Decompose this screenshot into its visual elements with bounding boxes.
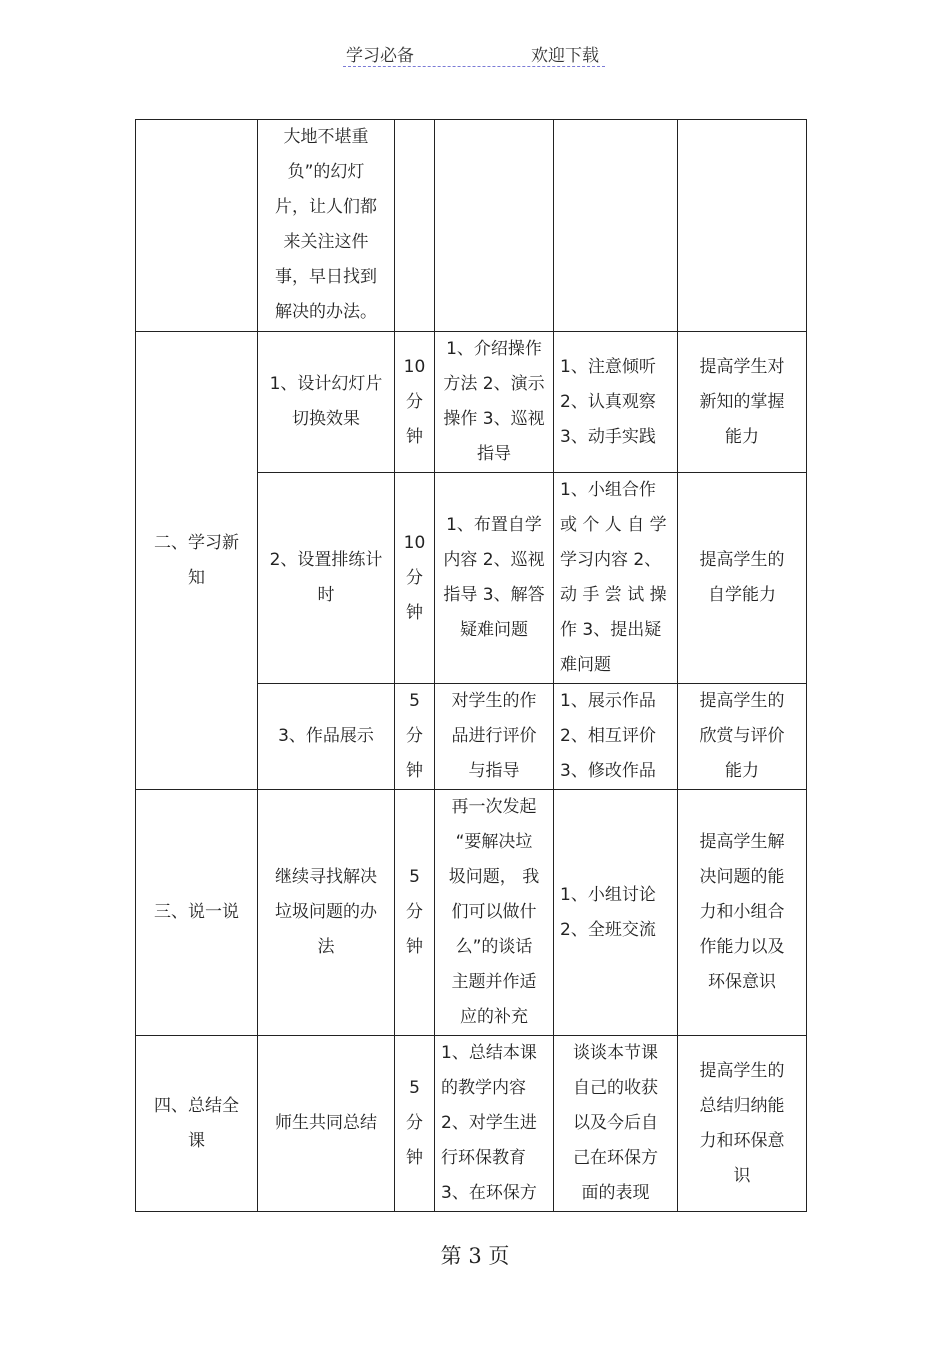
- time-cell: 10 分 钟: [395, 473, 435, 684]
- student-activity-cell: 1、小组合作 或 个 人 自 学 学习内容 2、 动 手 尝 试 操 作 3、提出疑 难问题: [554, 473, 678, 684]
- design-intent-cell: 提高学生对 新知的掌握 能力: [678, 332, 807, 473]
- teacher-activity-cell: 再一次发起 “要解决垃 圾问题， 我 们可以做什 么”的谈话 主题并作适 应的补充: [435, 790, 554, 1036]
- content-cell: 师生共同总结: [258, 1036, 395, 1212]
- content-cell: 大地不堪重 负”的幻灯 片，让人们都 来关注这件 事，早日找到 解决的办法。: [258, 120, 395, 332]
- design-intent-cell: 提高学生的 自学能力: [678, 473, 807, 684]
- time-cell: 10 分 钟: [395, 332, 435, 473]
- time-cell: 5 分 钟: [395, 1036, 435, 1212]
- content-cell: 继续寻找解决 垃圾问题的办 法: [258, 790, 395, 1036]
- design-intent-cell: 提高学生的 总结归纳能 力和环保意 识: [678, 1036, 807, 1212]
- student-activity-cell: 谈谈本节课 自己的收获 以及今后自 己在环保方 面的表现: [554, 1036, 678, 1212]
- design-intent-cell: [678, 120, 807, 332]
- stage-cell: [136, 120, 258, 332]
- table-row: [136, 120, 807, 332]
- design-intent-cell: 提高学生的 欣赏与评价 能力: [678, 684, 807, 790]
- lesson-plan-table: [135, 119, 807, 1212]
- header-left-text: 学习必备: [346, 46, 414, 66]
- content-cell: 1、设计幻灯片 切换效果: [258, 332, 395, 473]
- content-cell: 3、作品展示: [258, 684, 395, 790]
- teacher-activity-cell: 1、介绍操作 方法 2、演示 操作 3、巡视 指导: [435, 332, 554, 473]
- stage-cell: 三、说一说: [136, 790, 258, 1036]
- header-right-text: 欢迎下载: [531, 46, 599, 66]
- time-cell: 5 分 钟: [395, 684, 435, 790]
- teacher-activity-cell: 对学生的作 品进行评价 与指导: [435, 684, 554, 790]
- stage-cell: 四、总结全 课: [136, 1036, 258, 1212]
- table-row: [136, 1036, 807, 1212]
- teacher-activity-cell: [435, 120, 554, 332]
- time-cell: [395, 120, 435, 332]
- table-row: [136, 790, 807, 1036]
- stage-cell: 二、学习新 知: [136, 332, 258, 790]
- time-cell: 5 分 钟: [395, 790, 435, 1036]
- table-row: [136, 332, 807, 473]
- teacher-activity-cell: 1、总结本课 的教学内容 2、对学生进 行环保教育 3、在环保方: [435, 1036, 554, 1212]
- page-header: [343, 40, 605, 67]
- student-activity-cell: 1、注意倾听 2、认真观察 3、动手实践: [554, 332, 678, 473]
- student-activity-cell: 1、小组讨论 2、全班交流: [554, 790, 678, 1036]
- teacher-activity-cell: 1、布置自学 内容 2、巡视 指导 3、解答 疑难问题: [435, 473, 554, 684]
- page-number: 第 3 页: [440, 1244, 510, 1268]
- student-activity-cell: 1、展示作品 2、相互评价 3、修改作品: [554, 684, 678, 790]
- student-activity-cell: [554, 120, 678, 332]
- design-intent-cell: 提高学生解 决问题的能 力和小组合 作能力以及 环保意识: [678, 790, 807, 1036]
- content-cell: 2、设置排练计 时: [258, 473, 395, 684]
